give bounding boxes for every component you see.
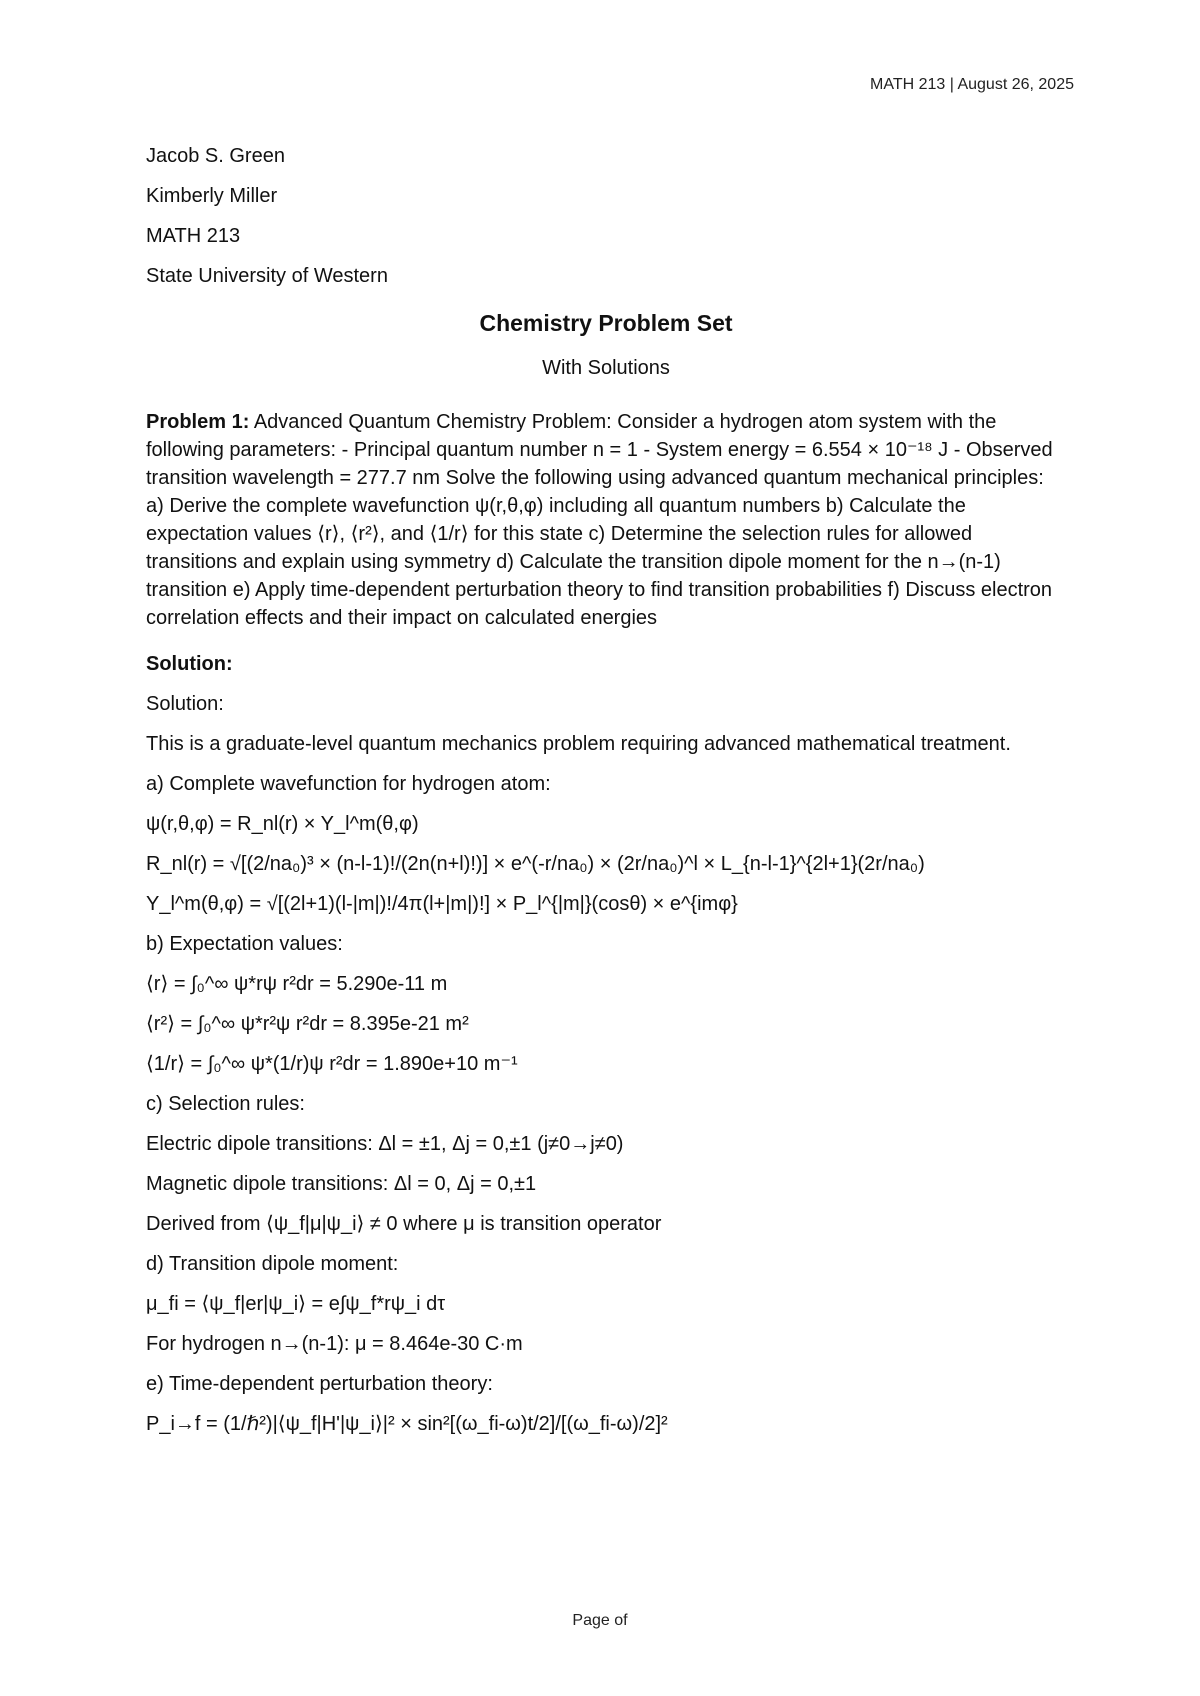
page-header: MATH 213 | August 26, 2025 xyxy=(870,76,1074,93)
solution-line: ⟨1/r⟩ = ∫₀^∞ ψ*(1/r)ψ r²dr = 1.890e+10 m⁻¹ xyxy=(146,1053,518,1075)
solution-line: Y_l^m(θ,φ) = √[(2l+1)(l-|m|)!/4π(l+|m|)!] × P_l^{|m|}(cosθ) × e^{imφ} xyxy=(146,893,738,915)
institution-name: State University of Western xyxy=(146,265,388,287)
page-footer: Page of xyxy=(572,1612,628,1629)
document-body xyxy=(146,144,1066,1438)
problem-statement xyxy=(146,408,1066,632)
author-name: Jacob S. Green xyxy=(146,145,285,167)
author-block xyxy=(146,144,1066,288)
problem-text: Advanced Quantum Chemistry Problem: Consider a hydrogen atom system with the following parameters: - Principal quantum number n = 1 - System energy = 6.554 × 10⁻¹⁸ J - Observed transition wavelength = 277.7 nm Solve the following using advanced quantum mechanical principles: a) Derive the complete wavefunction ψ(r,θ,φ) including all quantum numbers b) Calculate the expectation values ⟨r⟩, ⟨r²⟩, and ⟨1/r⟩ for this state c) Determine the selection rules for allowed transitions and explain using symmetry d) Calculate the transition dipole moment for the n→(n-1) transition e) Apply time-dependent perturbation theory to find transition probabilities f) Discuss electron correlation effects and their impact on calculated energies xyxy=(146,411,1053,629)
solution-line: ⟨r²⟩ = ∫₀^∞ ψ*r²ψ r²dr = 8.395e-21 m² xyxy=(146,1013,469,1035)
solution-line: ⟨r⟩ = ∫₀^∞ ψ*rψ r²dr = 5.290e-11 m xyxy=(146,973,448,995)
solution-line: ψ(r,θ,φ) = R_nl(r) × Y_l^m(θ,φ) xyxy=(146,813,419,835)
solution-line: b) Expectation values: xyxy=(146,933,343,955)
solution-line: P_i→f = (1/ℏ²)|⟨ψ_f|H'|ψ_i⟩|² × sin²[(ω_fi-ω)t/2]/[(ω_fi-ω)/2]² xyxy=(146,1413,668,1435)
solution-line: Solution: xyxy=(146,693,224,715)
document-title: Chemistry Problem Set xyxy=(479,310,733,336)
solution-line: a) Complete wavefunction for hydrogen atom: xyxy=(146,773,551,795)
solution-line: e) Time-dependent perturbation theory: xyxy=(146,1373,493,1395)
solution-line: R_nl(r) = √[(2/na₀)³ × (n-l-1)!/(2n(n+l)!)] × e^(-r/na₀) × (2r/na₀)^l × L_{n-l-1}^{2l+1}(2r/na₀) xyxy=(146,853,925,875)
problem-label: Problem 1: xyxy=(146,411,250,433)
document-subtitle: With Solutions xyxy=(542,357,670,379)
solution-line: Derived from ⟨ψ_f|μ|ψ_i⟩ ≠ 0 where μ is transition operator xyxy=(146,1213,662,1235)
course-name: MATH 213 xyxy=(146,225,241,247)
solution-line: For hydrogen n→(n-1): μ = 8.464e-30 C·m xyxy=(146,1333,523,1355)
solution-line: This is a graduate-level quantum mechanics problem requiring advanced mathematical treatment. xyxy=(146,733,1011,755)
solution-line: d) Transition dipole moment: xyxy=(146,1253,399,1275)
instructor-name: Kimberly Miller xyxy=(146,185,278,207)
solution-line: μ_fi = ⟨ψ_f|er|ψ_i⟩ = e∫ψ_f*rψ_i dτ xyxy=(146,1293,446,1315)
solution-heading: Solution: xyxy=(146,653,233,675)
solution-line: Electric dipole transitions: Δl = ±1, Δj = 0,±1 (j≠0→j≠0) xyxy=(146,1133,624,1155)
solution-line: Magnetic dipole transitions: Δl = 0, Δj = 0,±1 xyxy=(146,1173,537,1195)
solution-line: c) Selection rules: xyxy=(146,1093,305,1115)
solution-body xyxy=(146,690,1066,1438)
